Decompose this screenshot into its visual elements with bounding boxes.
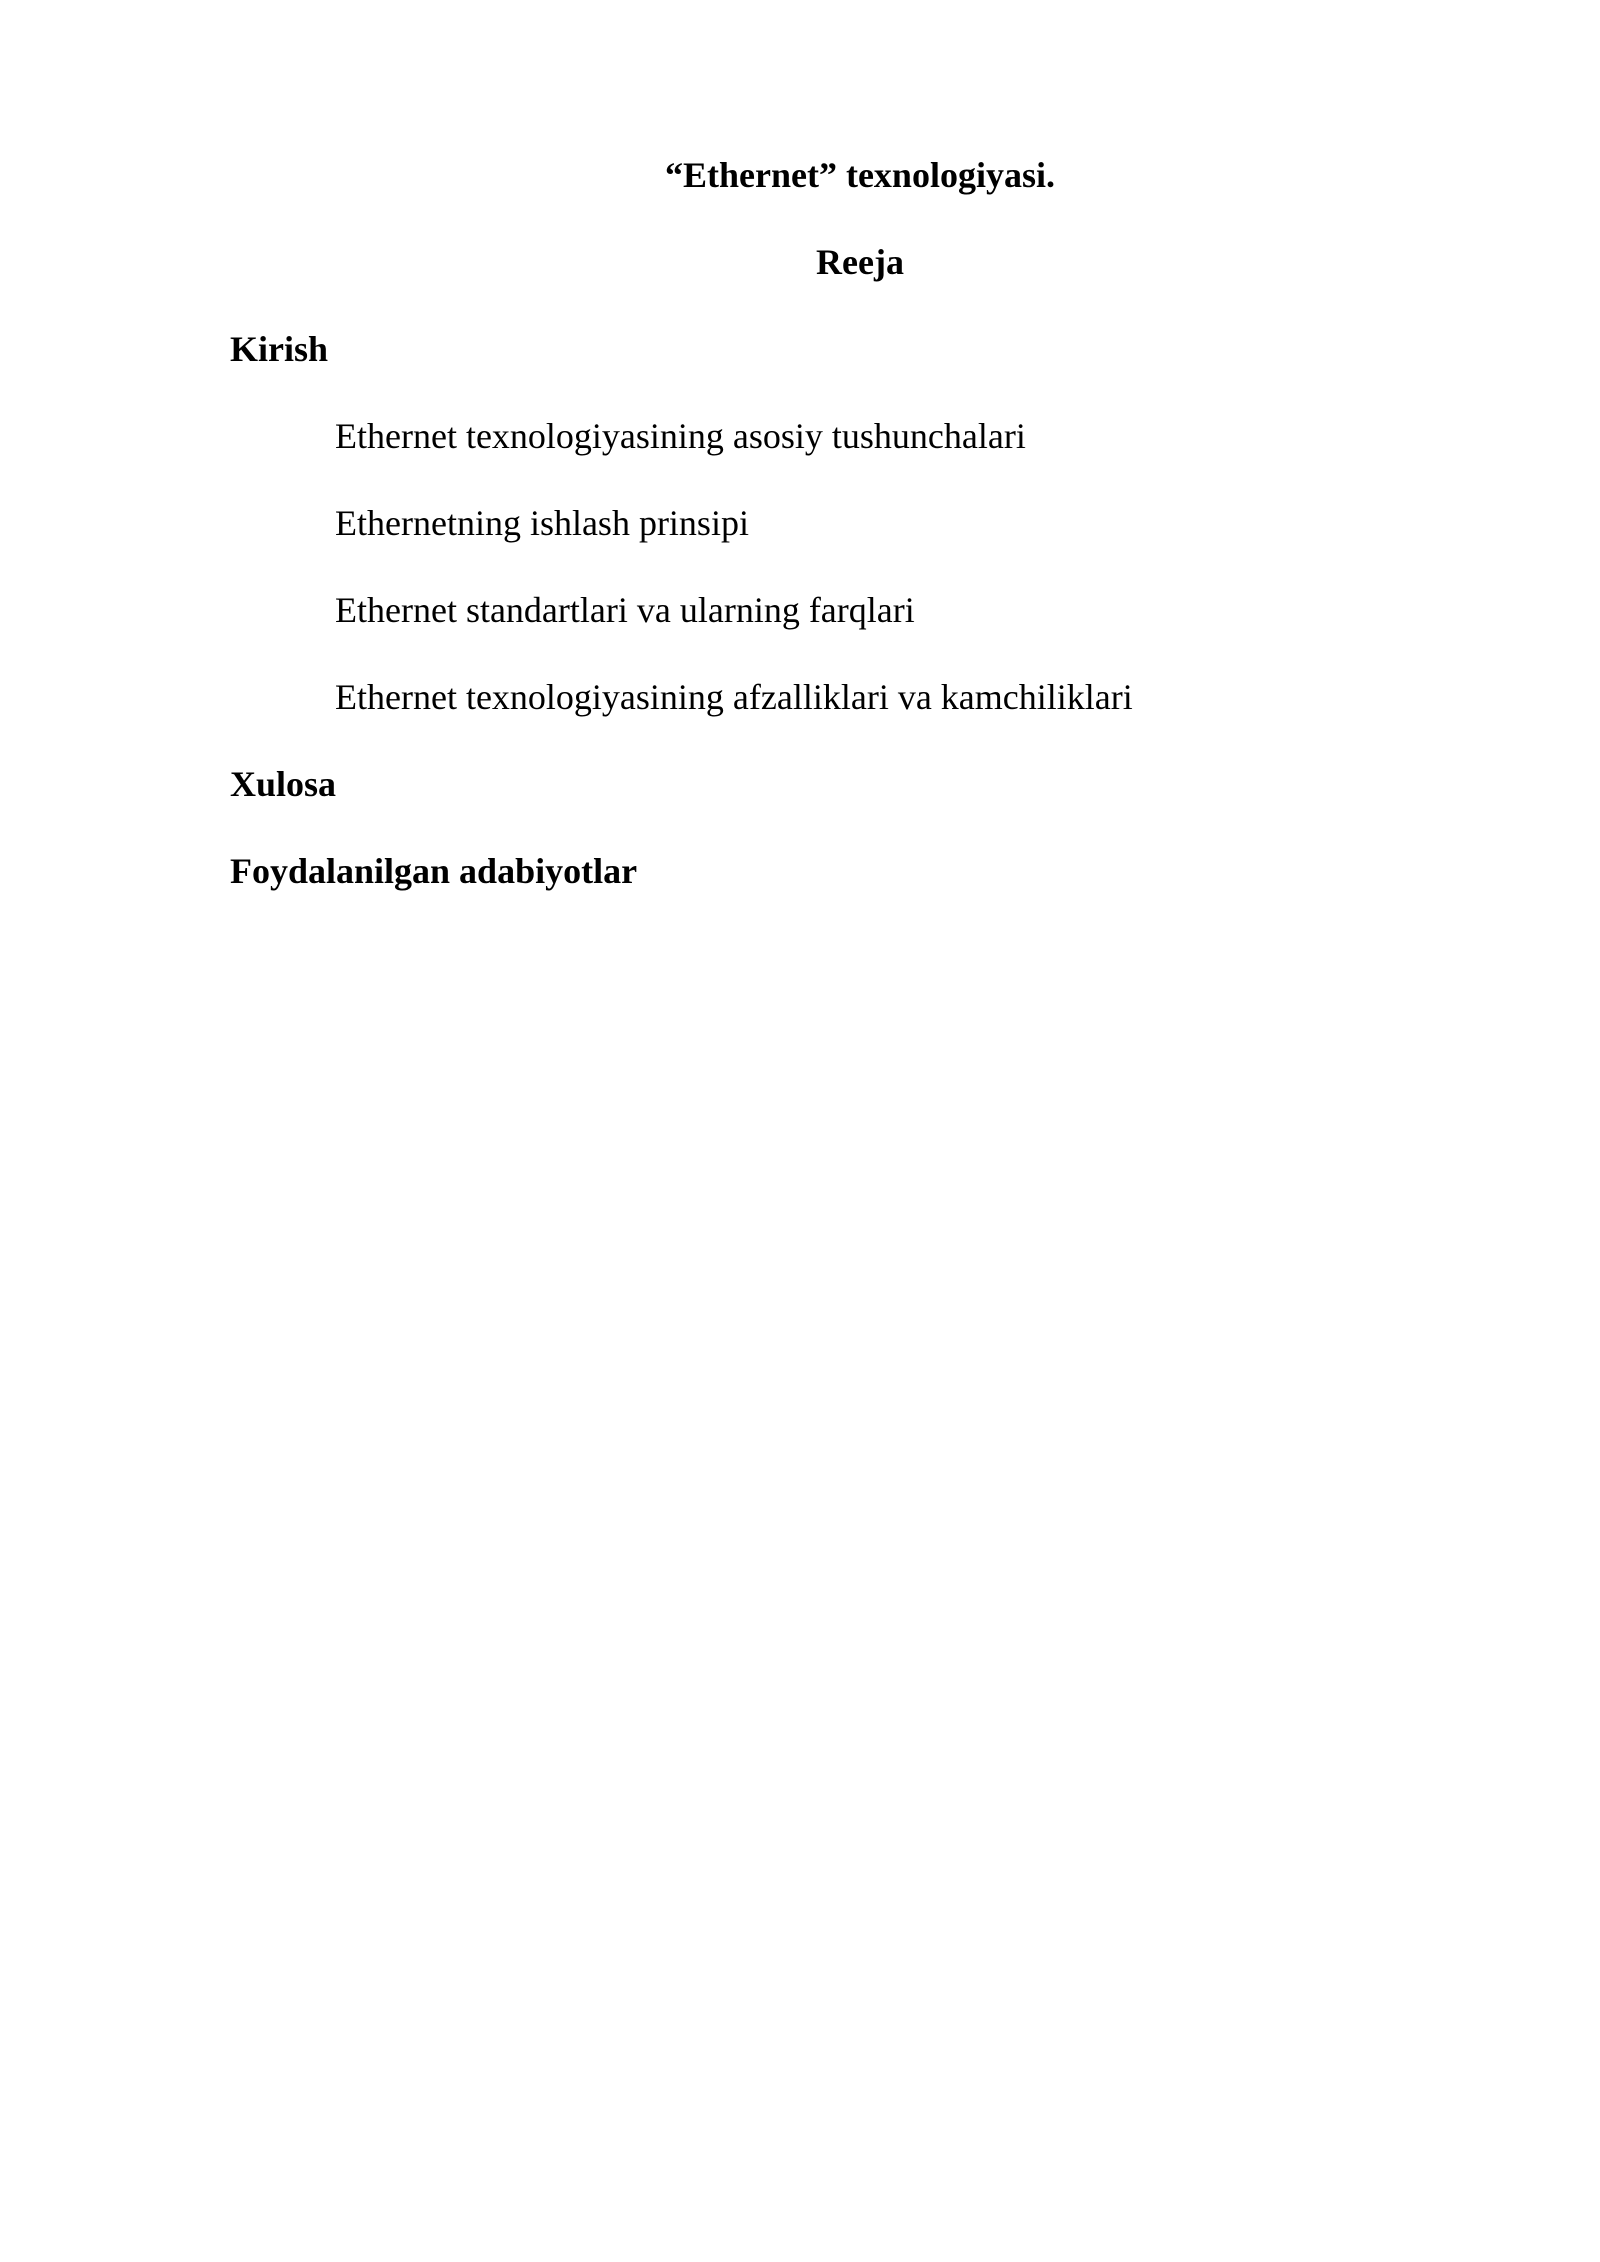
plan-heading: Reeja xyxy=(816,242,904,282)
plan-item: Ethernet standartlari va ularning farqlari xyxy=(335,590,915,630)
section-references: Foydalanilgan adabiyotlar xyxy=(230,851,638,891)
section-conclusion: Xulosa xyxy=(230,764,337,804)
section-intro: Kirish xyxy=(230,329,329,369)
document-title: “Ethernet” texnologiyasi. xyxy=(665,155,1055,195)
plan-item: Ethernetning ishlash prinsipi xyxy=(335,503,749,543)
plan-item: Ethernet texnologiyasining asosiy tushunchalari xyxy=(335,416,1026,456)
plan-item: Ethernet texnologiyasining afzalliklari va kamchiliklari xyxy=(335,677,1133,717)
